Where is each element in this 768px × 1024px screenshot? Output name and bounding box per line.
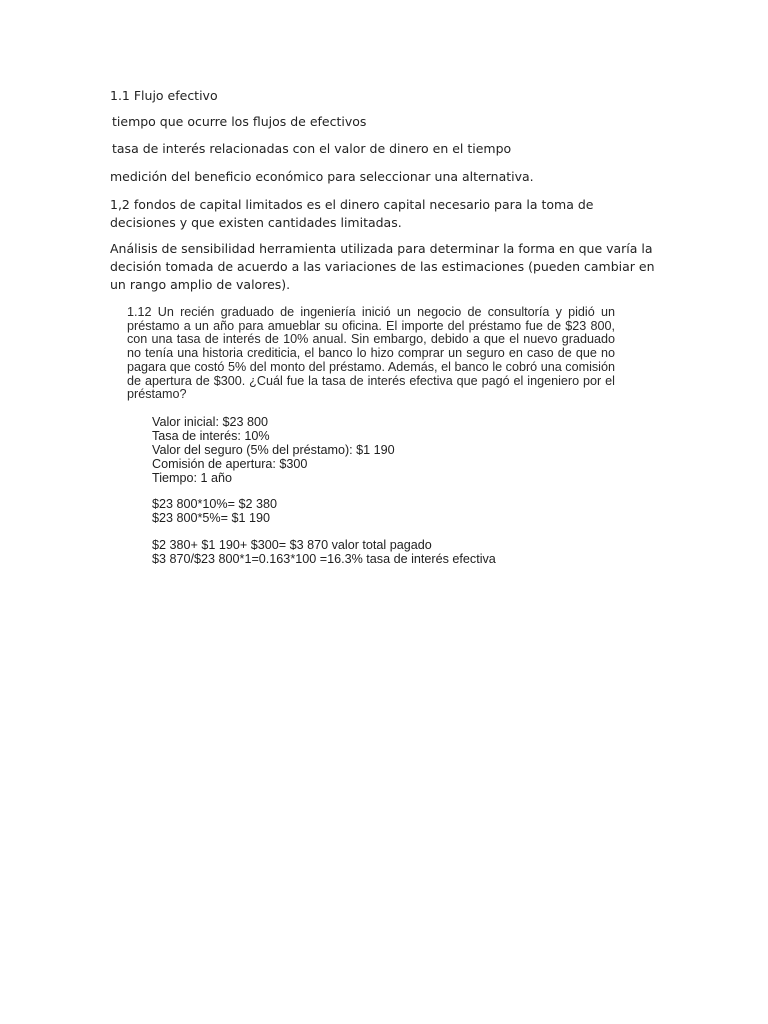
solution-seguro: Valor del seguro (5% del préstamo): $1 190 xyxy=(152,443,395,457)
calculation-interes: $23 800*10%= $2 380 xyxy=(152,497,278,511)
paragraph-analisis-sensibilidad: Análisis de sensibilidad herramienta utilizada para determinar la forma en que varía la decisión tomada de acuerdo a las variaciones de las estimaciones (pueden cambiar en un rango amplio de valores). xyxy=(110,241,655,292)
problem-statement: 1.12 Un recién graduado de ingeniería inició un negocio de consultoría y pidió un préstamo a un año para amueblar su oficina. El importe del préstamo fue de $23 800, con una tasa de interés de 10% anual. Sin embargo, debido a que el nuevo graduado no tenía una historia crediticia, el banco lo hizo comprar un seguro en caso de que no pagara que costó 5% del monto del préstamo. Además, el banco le cobró una comisión de apertura de $300. ¿Cuál fue la tasa de interés efectiva que pagó el ingeniero por el préstamo? xyxy=(127,305,615,402)
definition-medicion: medición del beneficio económico para seleccionar una alternativa. xyxy=(110,169,534,184)
section-heading-flujo-efectivo: 1.1 Flujo efectivo xyxy=(110,88,218,103)
paragraph-fondos-capital: 1,2 fondos de capital limitados es el dinero capital necesario para la toma de decisiones y que existen cantidades limitadas. xyxy=(110,197,594,230)
definition-tasa-interes: tasa de interés relacionadas con el valor de dinero en el tiempo xyxy=(112,141,512,156)
calculation-seguro: $23 800*5%= $1 190 xyxy=(152,511,270,525)
scanned-problem-image xyxy=(110,302,620,572)
solution-tiempo: Tiempo: 1 año xyxy=(152,471,233,485)
solution-comision: Comisión de apertura: $300 xyxy=(152,457,308,471)
definition-tiempo: tiempo que ocurre los flujos de efectivos xyxy=(112,114,367,129)
solution-tasa: Tasa de interés: 10% xyxy=(152,429,270,443)
solution-valor-inicial: Valor inicial: $23 800 xyxy=(152,415,268,429)
calculation-total-pagado: $2 380+ $1 190+ $300= $3 870 valor total pagado xyxy=(152,538,432,552)
calculation-tasa-efectiva: $3 870/$23 800*1=0.163*100 =16.3% tasa de interés efectiva xyxy=(152,552,496,566)
